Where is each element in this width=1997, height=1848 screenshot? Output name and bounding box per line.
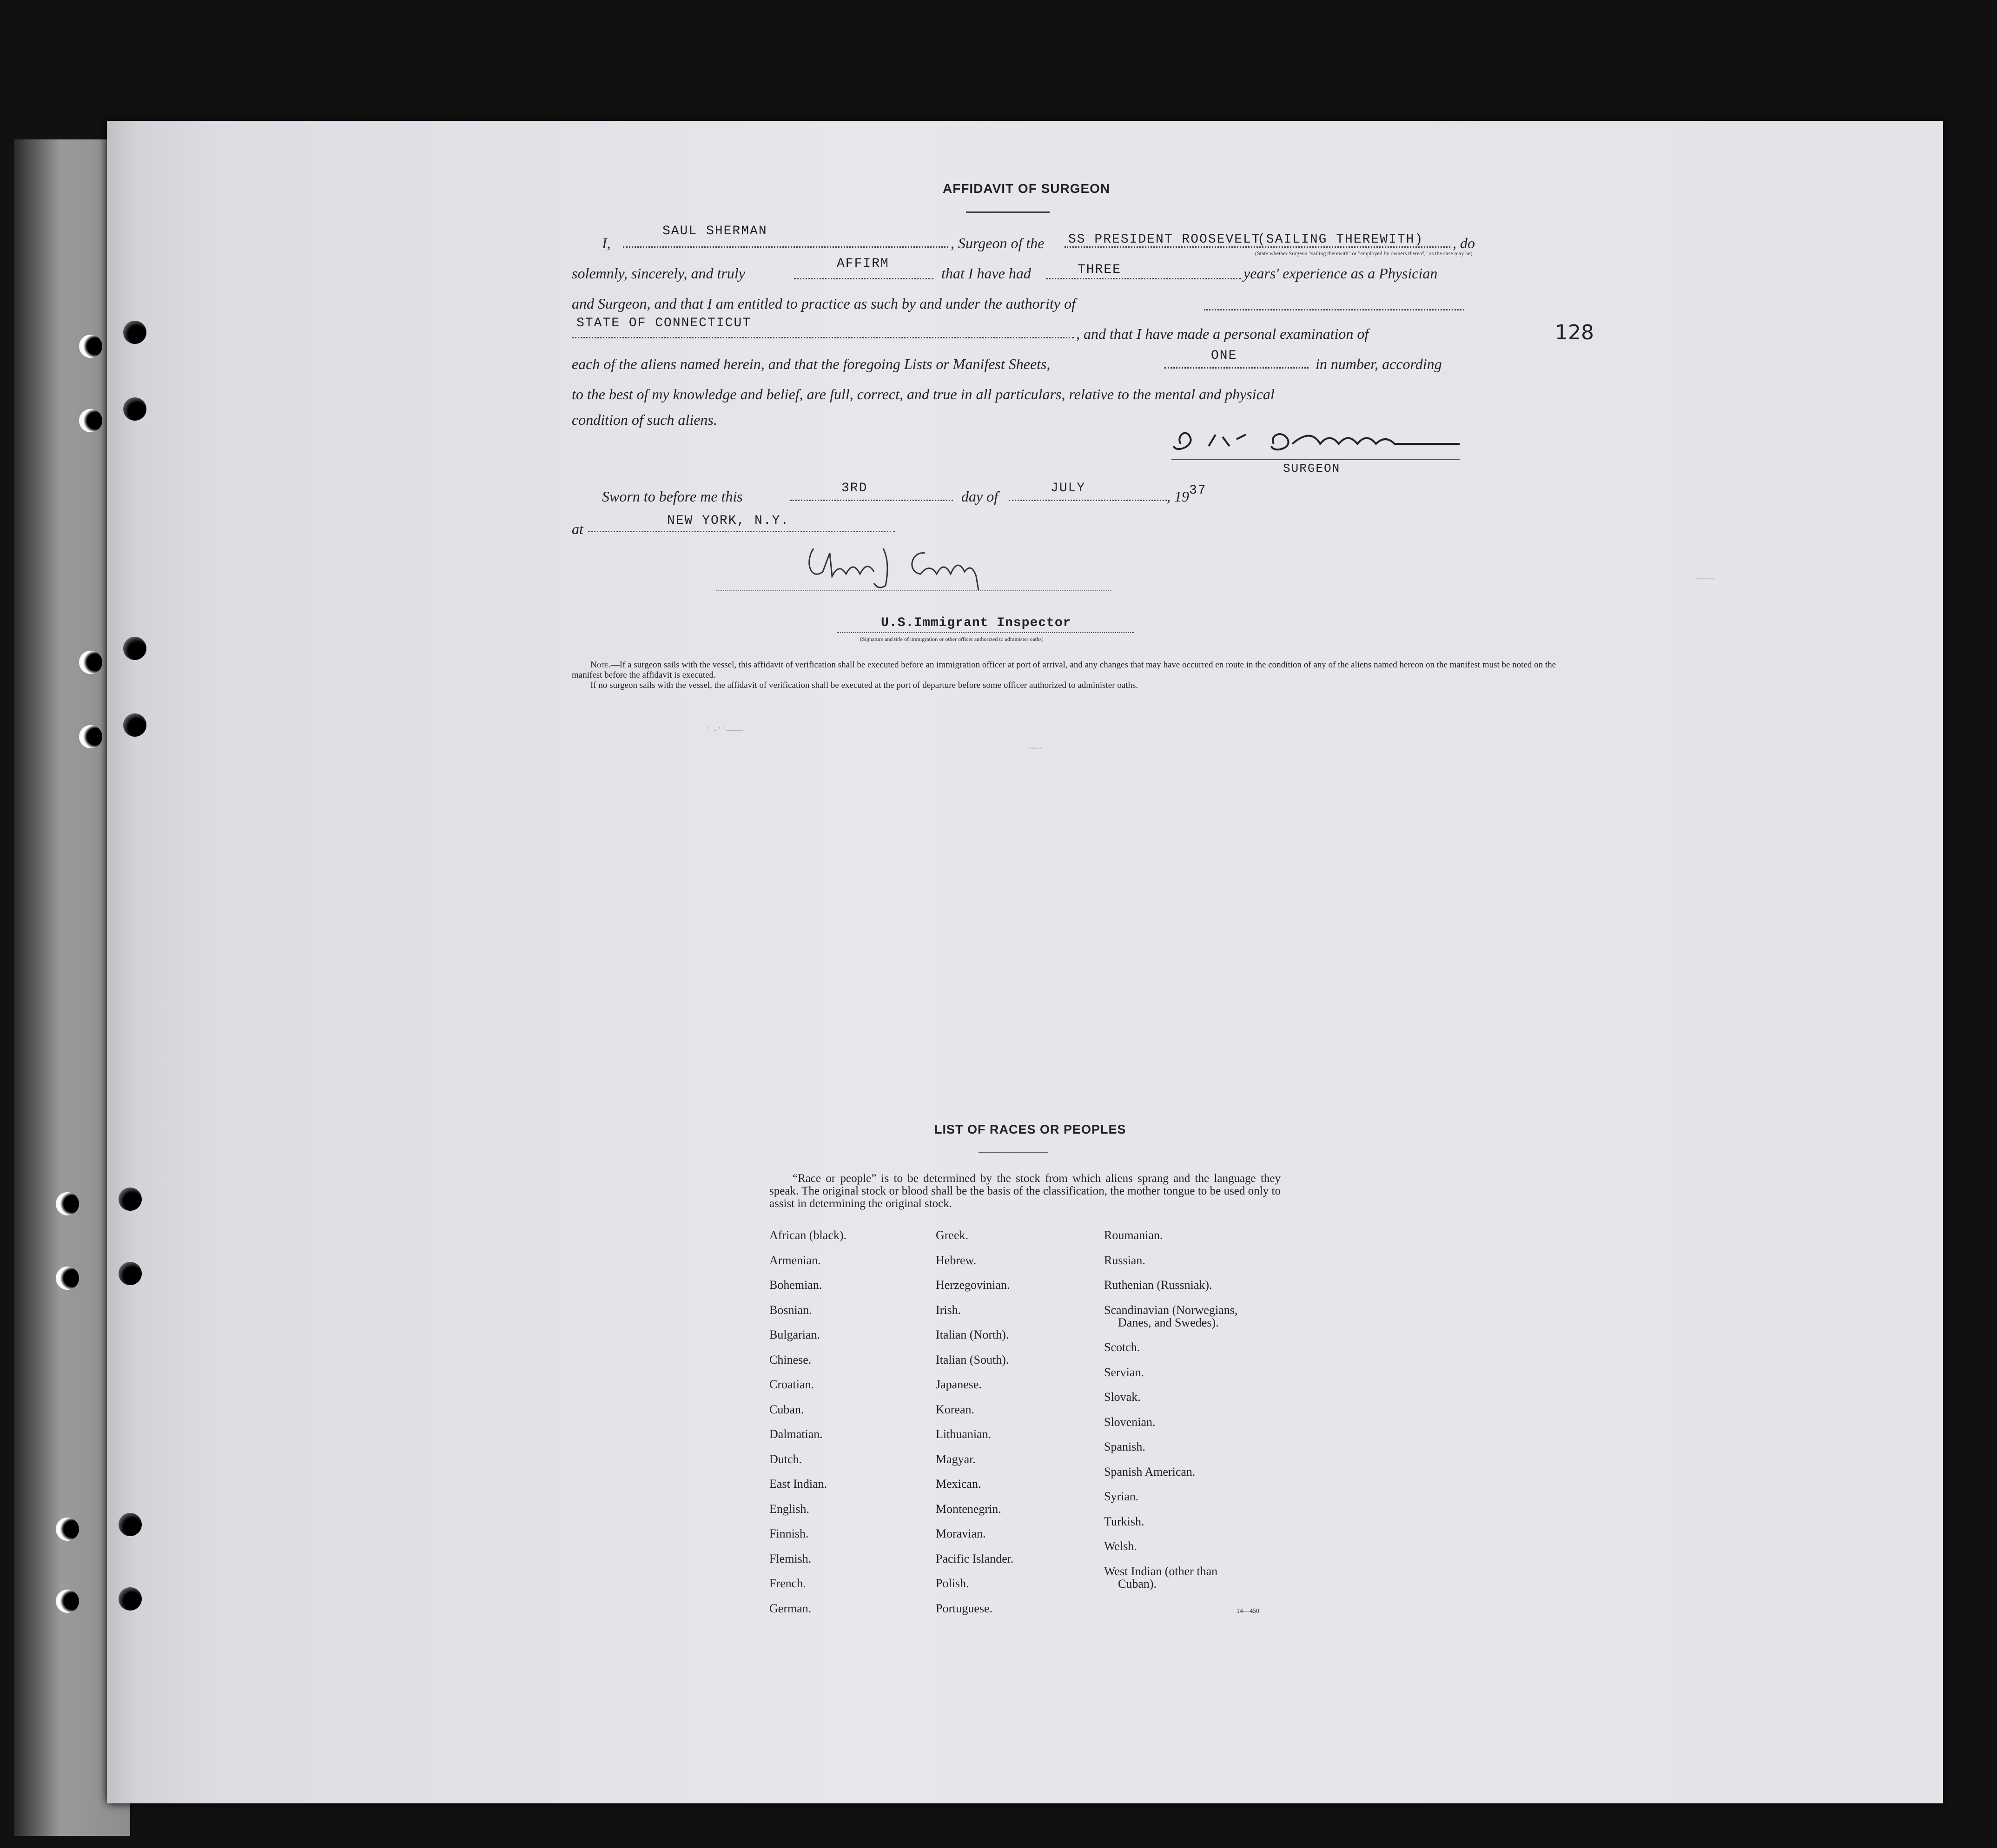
- race-item: Slovenian.: [1104, 1415, 1156, 1429]
- surgeon-label: SURGEON: [1283, 462, 1341, 475]
- binding-hole: [79, 409, 102, 432]
- race-item: Scotch.: [1104, 1340, 1140, 1354]
- sworn-month: JULY: [1051, 481, 1086, 495]
- race-item: Servian.: [1104, 1365, 1144, 1379]
- manifest-page: [107, 121, 1943, 1803]
- fill-line: [837, 632, 1134, 633]
- race-item: Hebrew.: [936, 1253, 977, 1267]
- race-item: Cuban).: [1118, 1577, 1157, 1591]
- affidavit-text: day of: [961, 488, 998, 505]
- race-item: Russian.: [1104, 1253, 1145, 1267]
- binding-hole: [79, 651, 102, 674]
- binding-hole: [79, 335, 102, 358]
- binding-hole: [119, 1513, 142, 1536]
- race-item: Syrian.: [1104, 1490, 1139, 1503]
- affidavit-text: , do: [1453, 235, 1475, 251]
- fill-line: [1009, 500, 1167, 501]
- races-column-3: [1104, 1229, 1237, 1603]
- race-item: Finnish.: [769, 1527, 809, 1540]
- race-item: African (black).: [769, 1228, 847, 1242]
- fill-line: [1204, 309, 1464, 310]
- race-item: Bosnian.: [769, 1303, 812, 1317]
- status-note: (State whether Surgeon "sailing therewith" or "employed by owners thereof," as the case may be): [1255, 250, 1473, 257]
- affirmation-verb: AFFIRM: [837, 257, 889, 271]
- race-item: Italian (South).: [936, 1353, 1009, 1366]
- affidavit-text: each of the aliens named herein, and that the foregoing Lists or Manifest Sheets,: [572, 356, 1051, 372]
- race-item: Italian (North).: [936, 1328, 1009, 1341]
- race-item: Croatian.: [769, 1378, 814, 1391]
- fill-line: [1164, 367, 1309, 369]
- race-item: Magyar.: [936, 1452, 976, 1466]
- race-item: Moravian.: [936, 1527, 986, 1540]
- race-item: Scandinavian (Norwegians,: [1104, 1303, 1238, 1317]
- race-item: Dutch.: [769, 1452, 802, 1466]
- race-item: Greek.: [936, 1228, 969, 1242]
- race-item: Chinese.: [769, 1353, 812, 1366]
- surgeon-signature: [1171, 418, 1460, 460]
- race-item: Irish.: [936, 1303, 961, 1317]
- race-item: Slovak.: [1104, 1390, 1141, 1404]
- inspector-title: U.S.Immigrant Inspector: [881, 616, 1071, 630]
- race-item: French.: [769, 1577, 806, 1590]
- affidavit-text: in number, according: [1316, 356, 1442, 372]
- sworn-place: NEW YORK, N.Y.: [667, 514, 790, 528]
- affidavit-text: to the best of my knowledge and belief, are full, correct, and true in all particulars, relative to the mental and physical: [572, 386, 1275, 403]
- race-item: Montenegrin.: [936, 1502, 1001, 1516]
- manifest-sheets-count: ONE: [1211, 349, 1237, 363]
- show-through-mark: ' | - ' ' ——: [707, 725, 743, 734]
- races-column-2: [936, 1229, 1014, 1627]
- binding-hole: [119, 1587, 142, 1610]
- binding-hole: [56, 1192, 79, 1215]
- affidavit-text: and Surgeon, and that I am entitled to practice as such by and under the authority of: [572, 295, 1076, 312]
- show-through-mark: — ~~~: [1018, 744, 1042, 753]
- show-through-mark: ~~~~: [1697, 574, 1715, 583]
- affidavit-text: condition of such aliens.: [572, 411, 717, 428]
- race-item: English.: [769, 1502, 809, 1516]
- races-title-rule: [979, 1152, 1048, 1153]
- binding-hole: [123, 397, 146, 421]
- binding-hole: [79, 725, 102, 748]
- race-item: Roumanian.: [1104, 1228, 1163, 1242]
- note-text: —If a surgeon sails with the vessel, this affidavit of verification shall be executed before an immigration officer at port of arrival, and any changes that may have occurred en route in the condition of any of the aliens named hereon on the manifest must be noted on the manifest before the affidavit is executed.: [572, 660, 1556, 680]
- affidavit-text: , 19: [1167, 488, 1189, 505]
- affidavit-text: , Surgeon of the: [951, 235, 1045, 251]
- fill-line: [623, 246, 948, 248]
- race-item: Armenian.: [769, 1253, 821, 1267]
- surgeon-name: SAUL SHERMAN: [662, 224, 767, 238]
- race-item: Herzegovinian.: [936, 1278, 1010, 1292]
- note-label: Note.: [590, 660, 611, 670]
- affidavit-text: I,: [602, 235, 611, 251]
- page-number: 128: [1555, 321, 1594, 344]
- race-item: Lithuanian.: [936, 1427, 992, 1441]
- race-item: East Indian.: [769, 1477, 827, 1491]
- binding-hole: [119, 1262, 142, 1285]
- note-text-2: If no surgeon sails with the vessel, the affidavit of verification shall be executed at the port of departure before some officer authorized to administer oaths.: [590, 680, 1138, 690]
- years-experience: THREE: [1078, 263, 1122, 277]
- title-rule: [966, 211, 1050, 213]
- affidavit-text: , and that I have made a personal examination of: [1076, 325, 1369, 342]
- inspector-note: (Signature and title of immigration or other officer authorized to administer oaths): [860, 636, 1044, 642]
- races-column-1: [769, 1229, 846, 1627]
- binding-hole: [123, 321, 146, 344]
- race-item: Turkish.: [1104, 1514, 1144, 1528]
- binding-hole: [119, 1188, 142, 1211]
- race-item: Welsh.: [1104, 1539, 1137, 1553]
- race-item: Dalmatian.: [769, 1427, 823, 1441]
- surgeon-status: (SAILING THEREWITH): [1257, 232, 1424, 247]
- form-number: 14—450: [1237, 1608, 1259, 1615]
- licensing-authority: STATE OF CONNECTICUT: [576, 316, 752, 330]
- race-item: Polish.: [936, 1577, 969, 1590]
- race-item: Ruthenian (Russniak).: [1104, 1278, 1212, 1292]
- race-item: Pacific Islander.: [936, 1551, 1014, 1565]
- affidavit-text: solemnly, sincerely, and truly: [572, 265, 745, 282]
- fill-line: [588, 531, 895, 532]
- race-item: German.: [769, 1601, 812, 1615]
- race-item: Spanish.: [1104, 1440, 1145, 1453]
- race-item: Danes, and Swedes).: [1118, 1315, 1219, 1329]
- fill-line: [794, 278, 933, 279]
- race-item: Bulgarian.: [769, 1328, 820, 1341]
- inspector-signature: [804, 535, 1018, 595]
- race-item: Spanish American.: [1104, 1465, 1196, 1478]
- race-item: Cuban.: [769, 1402, 804, 1416]
- inspector-signature-line: [716, 590, 1111, 591]
- vessel-name: SS PRESIDENT ROOSEVELT: [1068, 232, 1261, 247]
- fill-line: [1065, 246, 1450, 248]
- race-item: West Indian (other than: [1104, 1564, 1218, 1578]
- sworn-day: 3RD: [841, 481, 868, 495]
- affidavit-text: at: [572, 521, 583, 537]
- affidavit-text: years' experience as a Physician: [1243, 265, 1438, 282]
- sworn-year: 37: [1189, 483, 1207, 498]
- races-intro: “Race or people” is to be determined by the stock from which aliens sprang and the language they speak. The original stock or blood shall be the basis of the classification, the mother tongue to be used only to assist in determining the original stock.: [769, 1172, 1281, 1210]
- binding-hole: [123, 637, 146, 660]
- binding-hole: [123, 713, 146, 737]
- binding-hole: [56, 1267, 79, 1290]
- binding-strip: [107, 121, 139, 1803]
- fill-line: [572, 337, 1074, 338]
- races-title: LIST OF RACES OR PEOPLES: [934, 1122, 1126, 1136]
- race-item: Japanese.: [936, 1378, 982, 1391]
- signature-line: [1171, 459, 1460, 460]
- race-item: Flemish.: [769, 1551, 812, 1565]
- affidavit-text: that I have had: [941, 265, 1031, 282]
- binding-hole: [56, 1590, 79, 1613]
- race-item: Bohemian.: [769, 1278, 822, 1292]
- race-item: Korean.: [936, 1402, 975, 1416]
- binding-hole: [56, 1518, 79, 1541]
- fill-line: [1046, 278, 1241, 279]
- affidavit-note: [572, 660, 1557, 691]
- affidavit-text: Sworn to before me this: [602, 488, 743, 505]
- fill-line: [790, 500, 953, 501]
- affidavit-title: AFFIDAVIT OF SURGEON: [943, 181, 1111, 196]
- race-item: Portuguese.: [936, 1601, 993, 1615]
- race-item: Mexican.: [936, 1477, 981, 1491]
